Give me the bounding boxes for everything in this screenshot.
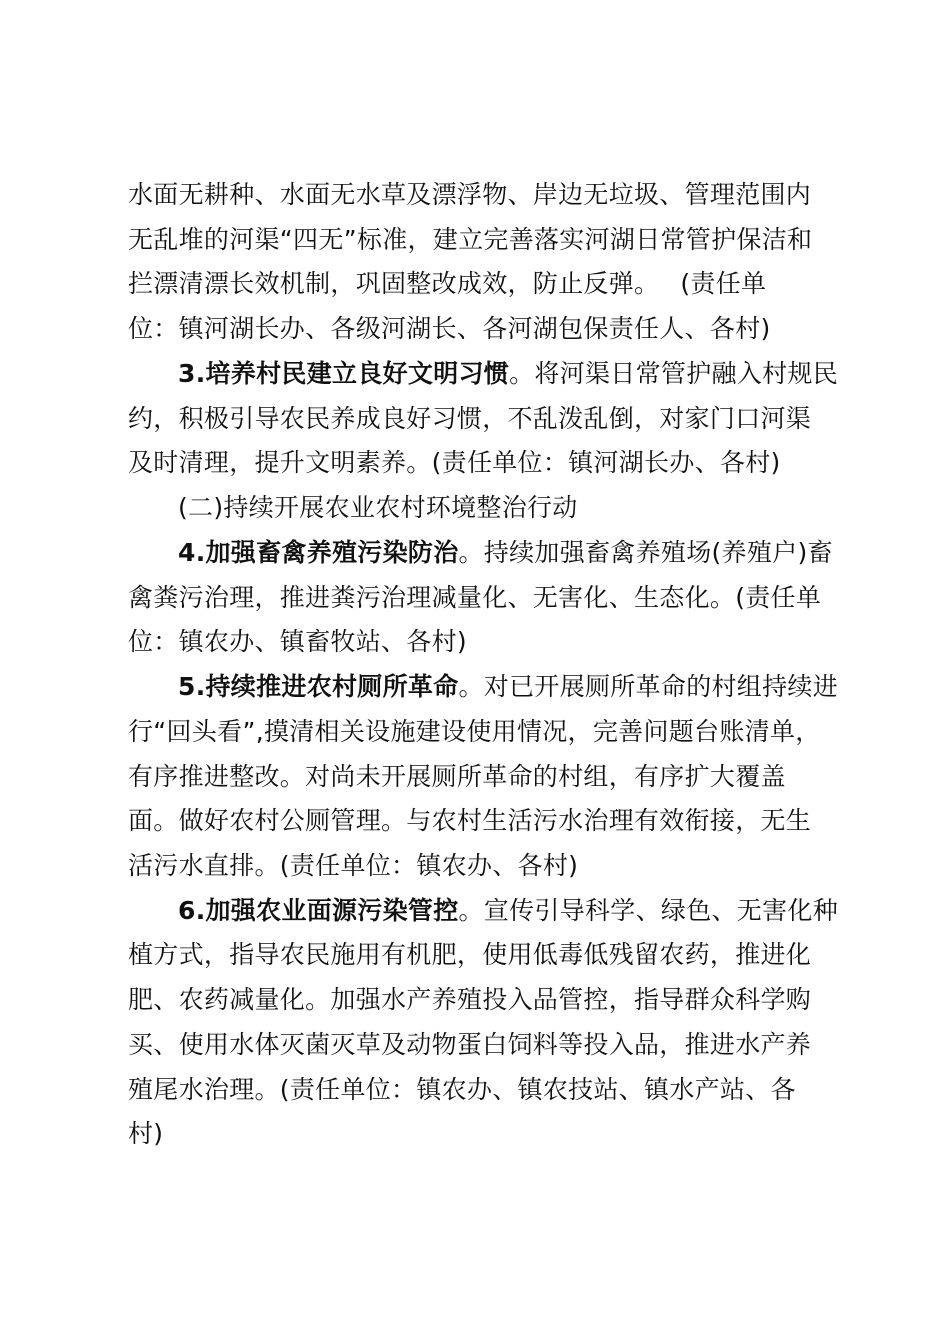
item-6-text: 。宣传引导科学、绿色、无害化种 (458, 896, 839, 925)
item-3-heading: 3.培养村民建立良好文明习惯 (178, 359, 510, 388)
body-line: 无乱堆的河渠“四无”标准，建立完善落实河湖日常管护保洁和 (128, 225, 813, 254)
body-line: 禽粪污治理，推进粪污治理减量化、无害化、生态化。(责任单 (128, 583, 822, 612)
section-heading: (二)持续开展农业农村环境整治行动 (178, 493, 578, 522)
body-line: 水面无耕种、水面无水草及漂浮物、岸边无垃圾、管理范围内 (128, 180, 812, 209)
body-line: 活污水直排。(责任单位：镇农办、各村) (128, 851, 579, 880)
item-3-text: 。将河渠日常管护融入村规民 (509, 359, 838, 388)
item-6-heading: 6.加强农业面源污染管控 (178, 896, 459, 925)
item-6-first-line (178, 896, 838, 926)
body-line: 殖尾水治理。(责任单位：镇农办、镇农技站、镇水产站、各 (128, 1075, 796, 1104)
body-line: 买、使用水体灭菌灭草及动物蛋白饲料等投入品，推进水产养 (128, 1030, 812, 1059)
body-line: 村) (128, 1119, 164, 1148)
body-line: 面。做好农村公厕管理。与农村生活污水治理有效衔接，无生 (128, 806, 812, 835)
item-4-heading: 4.加强畜禽养殖污染防治 (178, 538, 459, 567)
item-5-text: 。对已开展厕所革命的村组持续进 (458, 672, 839, 701)
body-line: 位：镇河湖长办、各级河湖长、各河湖包保责任人、各村) (128, 314, 771, 343)
item-5-first-line (178, 672, 838, 702)
body-line: 位：镇农办、镇畜牧站、各村) (128, 627, 467, 656)
body-line: 及时清理，提升文明素养。(责任单位：镇河湖长办、各村) (128, 448, 781, 477)
item-5-heading: 5.持续推进农村厕所革命 (178, 672, 459, 701)
body-line: 有序推进整改。对尚未开展厕所革命的村组，有序扩大覆盖 (128, 762, 786, 791)
body-line: 行“回头看”,摸清相关设施建设使用情况，完善问题台账清单， (128, 717, 821, 746)
body-line: 植方式，指导农民施用有机肥，使用低毒低残留农药，推进化 (128, 940, 812, 969)
item-4-first-line (178, 538, 833, 568)
body-line: 拦漂清漂长效机制，巩固整改成效，防止反弹。 (责任单 (128, 269, 767, 298)
body-line: 约，积极引导农民养成良好习惯，不乱泼乱倒，对家门口河渠 (128, 404, 812, 433)
item-4-text: 。持续加强畜禽养殖场(养殖户)畜 (458, 538, 833, 567)
body-line: 肥、农药减量化。加强水产养殖投入品管控，指导群众科学购 (128, 985, 812, 1014)
item-3-first-line (178, 359, 838, 389)
